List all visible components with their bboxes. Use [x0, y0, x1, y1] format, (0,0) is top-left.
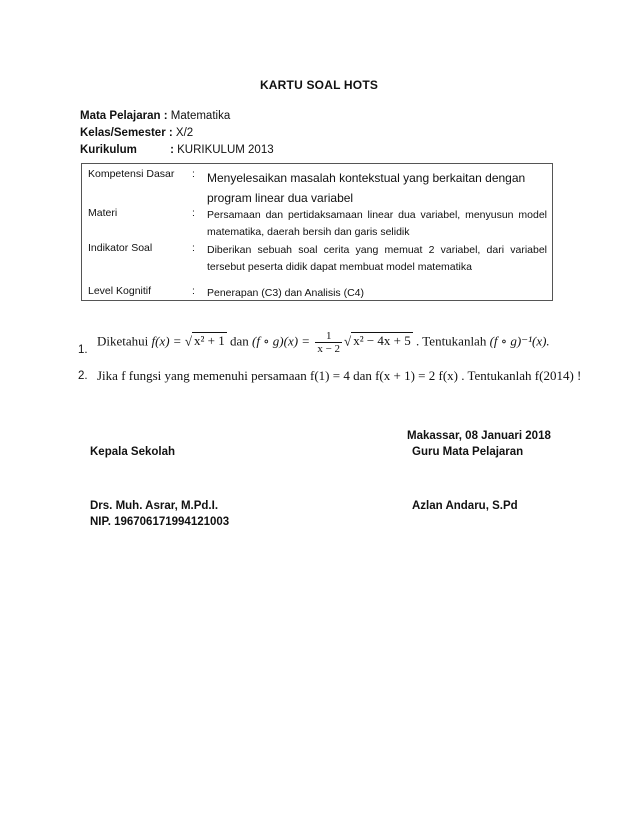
q1-dan: dan [229, 333, 249, 349]
kurikulum-label: Kurikulum [80, 144, 137, 156]
kd-label: Kompetensi Dasar [88, 168, 175, 180]
place-date: Makassar, 08 Januari 2018 [407, 430, 551, 442]
materi-colon: : [192, 207, 195, 219]
kurikulum-value: KURIKULUM 2013 [177, 144, 274, 156]
q1-fx: f(x) = √ [151, 333, 192, 349]
kepala-sekolah-nip: NIP. 196706171994121003 [90, 516, 230, 528]
mapel-label: Mata Pelajaran [80, 110, 161, 122]
meta-kelas-semester [80, 127, 193, 139]
q1-fog: (f ∘ g)(x) = [251, 333, 311, 349]
indikator-colon: : [192, 242, 195, 254]
materi-label: Materi [88, 207, 118, 219]
level-label: Level Kognitif [88, 285, 152, 297]
kd-colon: : [192, 168, 195, 180]
indikator-label: Indikator Soal [88, 242, 153, 254]
q1-denominator: x − 2 [317, 343, 341, 355]
meta-mata-pelajaran: Mata Pelajaran : Matematika [80, 110, 231, 122]
kd-value: Menyelesaikan masalah kontekstual yang berkaitan dengan program linear dua variabel [207, 171, 526, 205]
kelas-value: X/2 [175, 127, 194, 139]
q1-numerator: 1 [315, 330, 342, 343]
question-1-number: 1. [78, 344, 88, 356]
level-colon: : [192, 285, 195, 297]
q1-fraction [315, 330, 342, 355]
q1-radicand-1: x² + 1 [193, 333, 225, 349]
guru-name: Azlan Andaru, S.Pd [412, 500, 518, 512]
q1-tentukanlah: . Tentukanlah [416, 333, 487, 349]
guru-role: Guru Mata Pelajaran [412, 446, 524, 458]
kelas-label: Kelas/Semester : [80, 127, 173, 139]
info-table [81, 163, 553, 301]
kepala-sekolah-name: Drs. Muh. Asrar, M.Pd.I. [90, 500, 219, 512]
q1-radicand-2: x² − 4x + 5 [353, 333, 411, 349]
page-title: KARTU SOAL HOTS [259, 78, 379, 92]
level-value: Penerapan (C3) dan Analisis (C4) [207, 287, 364, 299]
question-2: Jika f fungsi yang memenuhi persamaan f(1) = 4 dan f(x + 1) = 2 f(x) . Tentukanlah f(2014) ! [97, 368, 582, 383]
kepala-sekolah-role: Kepala Sekolah [90, 446, 176, 458]
question-1: Diketahui f(x) = √ x² + 1 dan (f ∘ g)(x) = $\frac{1}{x - 2}$ √ x² − 4x + 5 . Tentukanlah (f ∘ g)⁻¹(x). [97, 330, 550, 355]
materi-value: Persamaan dan pertidaksamaan linear dua variabel, menyusun model matematika, daerah bersih dan garis selidik [207, 209, 547, 238]
mapel-value: Matematika [170, 110, 231, 122]
question-2-number: 2. [78, 370, 88, 382]
q1-diketahui: Diketahui [97, 333, 149, 349]
q1-inverse: (f ∘ g)⁻¹(x). [489, 333, 550, 349]
meta-kurikulum: Kurikulum : KURIKULUM 2013 [80, 144, 274, 156]
indikator-value: Diberikan sebuah soal cerita yang memuat 2 variabel, dari variabel tersebut peserta didik dapat membuat model matematika [207, 244, 547, 273]
